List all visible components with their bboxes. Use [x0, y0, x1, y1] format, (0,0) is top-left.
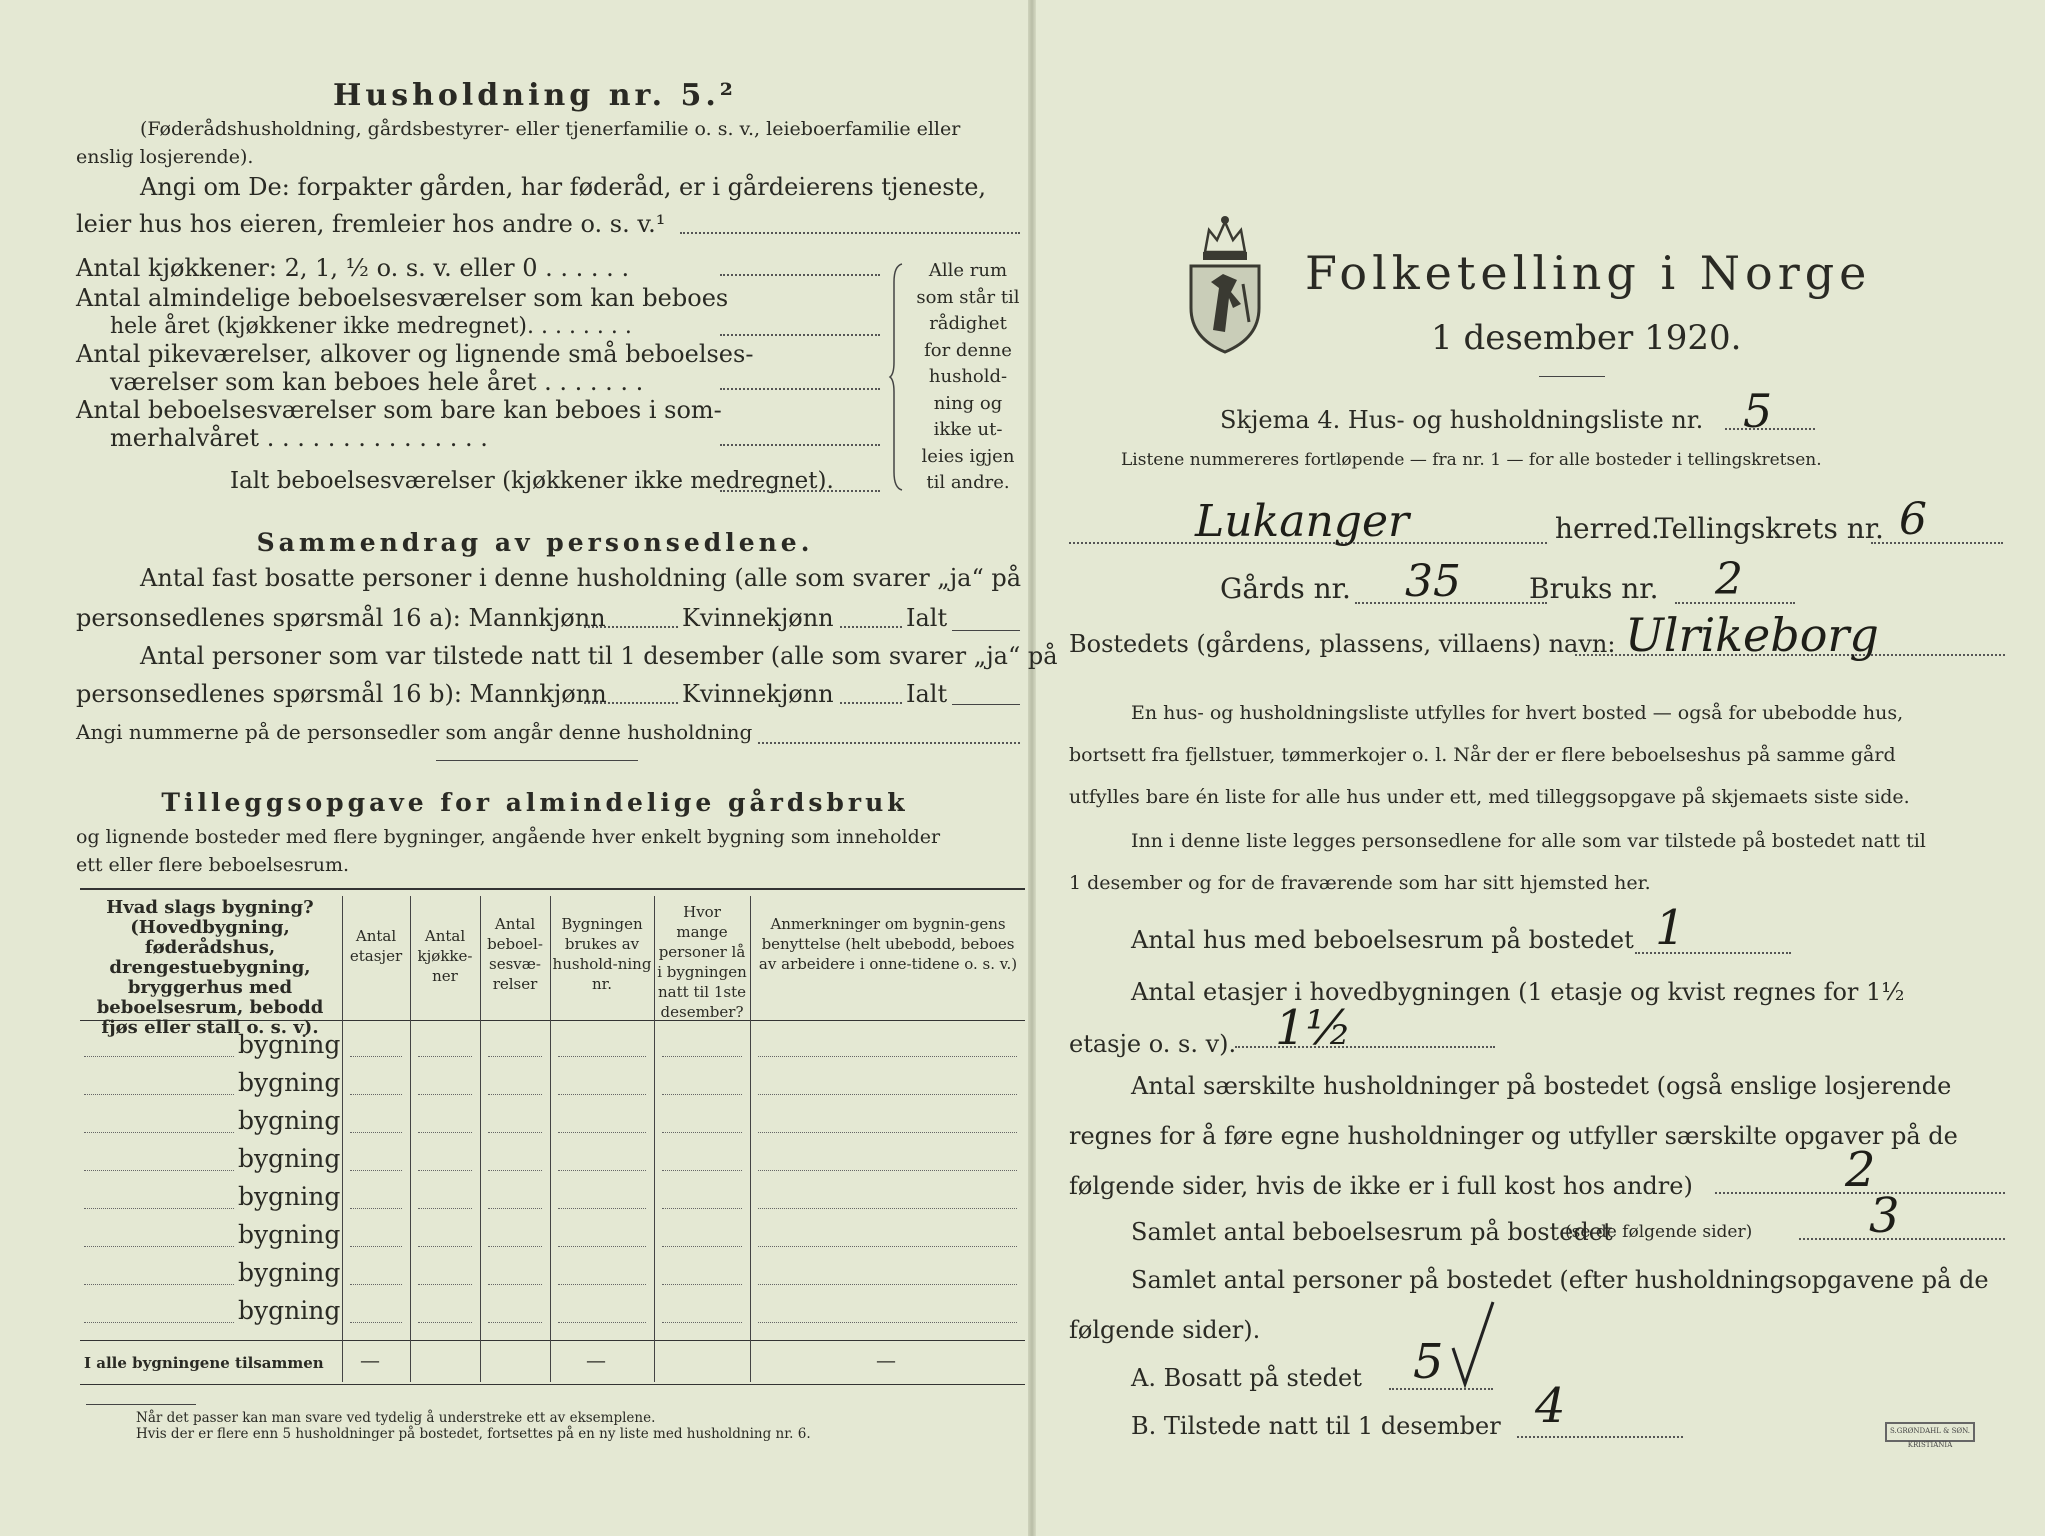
- side-note-line: rådighet: [929, 313, 1007, 334]
- table-cell: [558, 1094, 646, 1095]
- rooms-line-1: Antal kjøkkener: 2, 1, ½ o. s. v. eller 0 . . . . . .: [76, 254, 630, 282]
- instruction-line-2: bortsett fra fjellstuer, tømmerkojer o. l. Når der er flere beboelseshus på samme gård: [1069, 744, 1896, 766]
- q-hush-line-3: følgende sider, hvis de ikke er i full kost hos andre): [1069, 1172, 1693, 1200]
- table-cell: [758, 1284, 1017, 1285]
- kvinne-16a-label: Kvinnekjønn: [682, 604, 834, 632]
- col-header-type-text: Hvad slags bygning? (Hovedbygning, føderådshus, drengestuebygning, bryggerhus med beboelsesrum, bebodd fjøs eller stall o. s. v).: [96, 897, 324, 1038]
- total-anmerkninger-dash: —: [876, 1348, 896, 1372]
- footnote-1: Når det passer kan man svare ved tydelig å understreke ett av eksemplene.: [136, 1410, 656, 1426]
- tellingskrets-line: [1871, 542, 2003, 544]
- table-cell: [558, 1284, 646, 1285]
- tillegg-title: Tilleggsopgave for almindelige gårdsbruk: [161, 788, 909, 817]
- table-bottom-border: [80, 1384, 1025, 1385]
- husholdning-title: Husholdning nr. 5.²: [333, 78, 737, 113]
- col-divider: [550, 896, 551, 1382]
- angi-line-2: leier hus hos eieren, fremleier hos andre o. s. v.¹: [76, 210, 666, 238]
- col-divider: [410, 896, 411, 1382]
- side-note-line: for denne: [924, 339, 1012, 361]
- total-etasjer-dash: —: [360, 1348, 380, 1372]
- sammendrag-title: Sammendrag av personsedlene.: [256, 528, 814, 557]
- angi-line-1: Angi om De: forpakter gården, har føderåd, er i gårdeierens tjeneste,: [140, 173, 987, 201]
- a-bosatt-value: 5: [1413, 1334, 1444, 1390]
- total-husholdning-dash: —: [586, 1348, 606, 1372]
- checkmark-icon: [1447, 1296, 1507, 1392]
- col-divider: [480, 896, 481, 1382]
- section-divider: [436, 760, 638, 761]
- census-date: 1 desember 1920.: [1431, 318, 1742, 358]
- table-cell: [558, 1246, 646, 1247]
- angi-answer-line: [680, 232, 1020, 234]
- table-cell: [488, 1056, 542, 1057]
- table-cell: [488, 1170, 542, 1171]
- table-cell: [488, 1246, 542, 1247]
- table-cell: [488, 1284, 542, 1285]
- nummerne-answer: [758, 742, 1020, 744]
- rooms-total-answer: [720, 490, 880, 492]
- col-divider: [342, 896, 343, 1382]
- ialt-16a-answer: [952, 630, 1020, 631]
- table-row-label: bygning: [238, 1030, 341, 1059]
- footnote-rule: [86, 1404, 196, 1405]
- listene-note: Listene nummereres fortløpende — fra nr. 1 — for alle bosteder i tellingskretsen.: [1121, 450, 1822, 470]
- col-header-anmerkninger: Anmerkninger om bygnin-gens benyttelse (helt ubebodd, beboes av arbeidere i onne-tidene o. s. v.): [758, 915, 1018, 973]
- table-cell: [488, 1094, 542, 1095]
- intro-line-2: enslig losjerende).: [76, 146, 254, 168]
- q-pers-line-2: følgende sider).: [1069, 1316, 1261, 1344]
- census-title: Folketelling i Norge: [1305, 246, 1872, 300]
- table-cell: [418, 1322, 472, 1323]
- intro-line-1: (Føderådshusholdning, gårdsbestyrer- eller tjenerfamilie o. s. v., leieboerfamilie eller: [140, 118, 961, 140]
- a-etasjer-line: [1235, 1046, 1495, 1048]
- table-row-label: bygning: [238, 1220, 341, 1249]
- row-type-line: [84, 1322, 234, 1323]
- sammendrag-line-5: Antal personer som var tilstede natt til 1 desember (alle som svarer „ja“ på: [140, 642, 1058, 670]
- rooms-line-3: hele året (kjøkkener ikke medregnet). . . . . . . .: [110, 314, 632, 339]
- col-header-kjokkener: Antal kjøkke-ner: [417, 927, 473, 985]
- table-cell: [758, 1170, 1017, 1171]
- table-row-label: bygning: [238, 1144, 341, 1173]
- bosted-value: Ulrikeborg: [1625, 608, 1879, 662]
- q-hush-line-2: regnes for å føre egne husholdninger og utfyller særskilte opgaver på de: [1069, 1122, 1958, 1150]
- mann-16a-answer: [584, 626, 678, 628]
- sammendrag-line-1: Antal fast bosatte personer i denne husholdning (alle som svarer „ja“ på: [140, 564, 1022, 592]
- left-page: [40, 0, 1058, 1536]
- kvinne-16b-label: Kvinnekjønn: [682, 680, 834, 708]
- a-hush-value: 2: [1845, 1142, 1876, 1198]
- buildings-table: [80, 888, 1025, 1388]
- table-cell: [350, 1170, 402, 1171]
- bruks-value: 2: [1715, 554, 1743, 605]
- table-cell: [418, 1208, 472, 1209]
- rooms-line-6: Antal beboelsesværelser som bare kan beboes i som-: [76, 396, 722, 424]
- row-type-line: [84, 1170, 234, 1171]
- table-cell: [418, 1246, 472, 1247]
- table-row-label: bygning: [238, 1068, 341, 1097]
- table-cell: [662, 1132, 742, 1133]
- table-cell: [418, 1094, 472, 1095]
- q-rum-label: Samlet antal beboelsesrum på bostedet: [1131, 1218, 1613, 1246]
- table-cell: [662, 1284, 742, 1285]
- table-cell: [558, 1208, 646, 1209]
- rooms-answer-3: [720, 388, 880, 390]
- kvinne-16b-answer: [840, 702, 902, 704]
- table-cell: [350, 1284, 402, 1285]
- table-row-label: bygning: [238, 1182, 341, 1211]
- instruction-line-3: utfylles bare én liste for alle hus under ett, med tilleggsopgave på skjemaets siste side.: [1069, 786, 1910, 808]
- table-cell: [350, 1208, 402, 1209]
- col-divider: [654, 896, 655, 1382]
- side-note: [912, 258, 1024, 497]
- col-header-personer: Hvor mange personer lå i bygningen natt til 1ste desember?: [657, 903, 747, 1021]
- skjema-label: Skjema 4. Hus- og husholdningsliste nr.: [1220, 406, 1704, 434]
- side-note-line: Alle rum: [928, 260, 1008, 281]
- table-cell: [488, 1208, 542, 1209]
- table-cell: [350, 1246, 402, 1247]
- col-header-husholdning: Bygningen brukes av hushold-ning nr.: [552, 915, 652, 993]
- side-note-line: ning og: [933, 392, 1003, 414]
- col-header-beboelsesvaerelser: Antal beboel-sesvæ-relser: [487, 915, 543, 993]
- table-cell: [758, 1056, 1017, 1057]
- row-type-line: [84, 1284, 234, 1285]
- footnote-2: Hvis der er flere enn 5 husholdninger på bostedet, fortsettes på en ny liste med husholdning nr. 6.: [136, 1426, 811, 1442]
- mann-16b-answer: [584, 702, 678, 704]
- rooms-answer-2: [720, 334, 880, 336]
- table-cell: [662, 1170, 742, 1171]
- tellingskrets-label: Tellingskrets nr.: [1655, 512, 1884, 545]
- row-type-line: [84, 1246, 234, 1247]
- q-pers-line-1: Samlet antal personer på bostedet (efter husholdningsopgavene på de: [1131, 1266, 1989, 1294]
- table-cell: [662, 1056, 742, 1057]
- a-etasjer-value: 1½: [1275, 1000, 1353, 1056]
- rooms-total: Ialt beboelsesværelser (kjøkkener ikke medregnet).: [230, 468, 834, 494]
- table-cell: [758, 1322, 1017, 1323]
- table-cell: [662, 1246, 742, 1247]
- table-cell: [558, 1056, 646, 1057]
- herred-value: Lukanger: [1195, 496, 1410, 547]
- gards-label: Gårds nr.: [1220, 572, 1351, 605]
- side-note-line: hushold-: [928, 366, 1008, 387]
- table-cell: [758, 1094, 1017, 1095]
- liste-nr-value: 5: [1743, 384, 1773, 438]
- sammendrag-line-6: personsedlenes spørsmål 16 b): Mannkjønn: [76, 680, 607, 708]
- sammendrag-line-2: personsedlenes spørsmål 16 a): Mannkjønn: [76, 604, 606, 632]
- instruction-line-5: 1 desember og for de fraværende som har sitt hjemsted her.: [1069, 872, 1651, 894]
- row-type-line: [84, 1208, 234, 1209]
- bruks-label: Bruks nr.: [1529, 572, 1659, 605]
- q-etasjer-line-2: etasje o. s. v).: [1069, 1030, 1237, 1058]
- rooms-line-4: Antal pikeværelser, alkover og lignende små beboelses-: [76, 340, 754, 368]
- brace-icon: [888, 262, 908, 492]
- rooms-answer-4: [720, 444, 880, 446]
- coat-of-arms-icon: [1185, 212, 1265, 356]
- table-top-border: [80, 888, 1025, 890]
- table-cell: [488, 1322, 542, 1323]
- a-rum-value: 3: [1869, 1188, 1900, 1244]
- rooms-line-2: Antal almindelige beboelsesværelser som kan beboes: [76, 284, 729, 312]
- table-cell: [418, 1284, 472, 1285]
- ialt-16b-label: Ialt: [906, 680, 948, 708]
- table-cell: [350, 1322, 402, 1323]
- row-type-line: [84, 1094, 234, 1095]
- table-cell: [488, 1132, 542, 1133]
- table-cell: [662, 1208, 742, 1209]
- a-rum-line: [1799, 1238, 2005, 1240]
- table-cell: [350, 1094, 402, 1095]
- a-tilstede-line: [1517, 1436, 1683, 1438]
- ialt-16a-label: Ialt: [906, 604, 948, 632]
- rooms-answer-1: [720, 274, 880, 276]
- table-cell: [418, 1056, 472, 1057]
- right-page: [1035, 0, 2035, 1536]
- table-row-label: bygning: [238, 1296, 341, 1325]
- table-cell: [758, 1246, 1017, 1247]
- instruction-line-1: En hus- og husholdningsliste utfylles for hvert bosted — også for ubebodde hus,: [1131, 702, 1904, 724]
- table-total-border: [80, 1340, 1025, 1341]
- ialt-16b-answer: [952, 704, 1020, 705]
- table-cell: [350, 1056, 402, 1057]
- rooms-line-7: merhalvåret . . . . . . . . . . . . . . .: [110, 424, 488, 452]
- table-cell: [558, 1170, 646, 1171]
- col-header-etasjer: Antal etasjer: [349, 927, 403, 965]
- table-cell: [418, 1132, 472, 1133]
- q-hus: Antal hus med beboelsesrum på bostedet: [1131, 926, 1634, 954]
- table-cell: [350, 1132, 402, 1133]
- a-tilstede-value: 4: [1535, 1378, 1566, 1434]
- col-divider: [750, 896, 751, 1382]
- side-note-line: leies igjen: [921, 445, 1015, 467]
- instruction-line-4: Inn i denne liste legges personsedlene for alle som var tilstede på bostedet natt til: [1131, 830, 1926, 852]
- row-type-line: [84, 1056, 234, 1057]
- table-cell: [558, 1322, 646, 1323]
- tellingskrets-value: 6: [1899, 494, 1927, 545]
- q-rum-small: (se de følgende sider): [1565, 1222, 1753, 1242]
- table-cell: [558, 1132, 646, 1133]
- kvinne-16a-answer: [840, 626, 902, 628]
- printer-stamp: S.GRØNDAHL & SØN. KRISTIANIA: [1885, 1422, 1975, 1442]
- tillegg-intro-2: ett eller flere beboelsesrum.: [76, 854, 350, 876]
- a-hus-value: 1: [1655, 900, 1686, 956]
- herred-label: herred.: [1555, 512, 1660, 545]
- table-cell: [662, 1094, 742, 1095]
- nummerne-label: Angi nummerne på de personsedler som angår denne husholdning: [76, 720, 753, 744]
- col-header-type: [82, 898, 338, 1038]
- q-tilstede: B. Tilstede natt til 1 desember: [1131, 1412, 1501, 1440]
- row-type-line: [84, 1132, 234, 1133]
- gards-value: 35: [1405, 556, 1461, 607]
- table-row-label: bygning: [238, 1106, 341, 1135]
- tillegg-intro-1: og lignende bosteder med flere bygninger, angående hver enkelt bygning som inneholder: [76, 826, 941, 848]
- table-row-label: bygning: [238, 1258, 341, 1287]
- table-cell: [758, 1208, 1017, 1209]
- q-etasjer-line-1: Antal etasjer i hovedbygningen (1 etasje og kvist regnes for 1½: [1131, 978, 1905, 1006]
- title-rule: [1539, 376, 1605, 377]
- total-row-label: I alle bygningene tilsammen: [84, 1354, 324, 1372]
- side-note-line: til andre.: [926, 472, 1010, 493]
- rooms-line-5: værelser som kan beboes hele året . . . . . . .: [110, 368, 644, 396]
- bosted-label: Bostedets (gårdens, plassens, villaens) navn:: [1069, 630, 1616, 658]
- table-cell: [662, 1322, 742, 1323]
- side-note-line: ikke ut-: [933, 419, 1003, 440]
- table-cell: [758, 1132, 1017, 1133]
- table-cell: [418, 1170, 472, 1171]
- q-hush-line-1: Antal særskilte husholdninger på bostedet (også enslige losjerende: [1131, 1072, 1952, 1100]
- q-bosatt: A. Bosatt på stedet: [1131, 1364, 1362, 1392]
- side-note-line: som står til: [916, 286, 1020, 308]
